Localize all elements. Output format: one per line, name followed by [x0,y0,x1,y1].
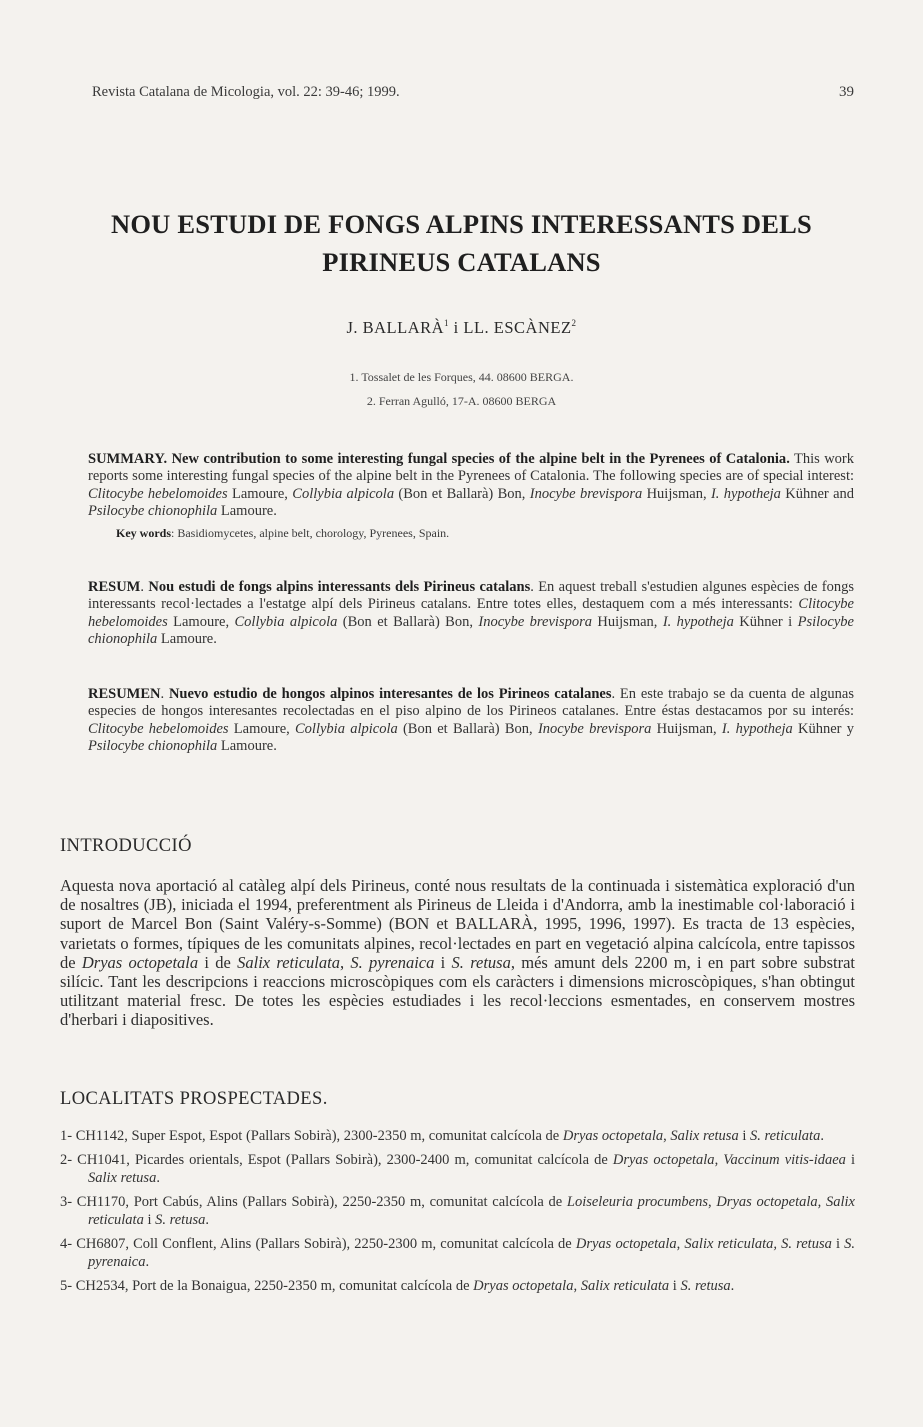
resum-text: Lamoure, [167,613,235,630]
locality-text: , [573,1278,581,1294]
resum-title: Nou estudi de fongs alpins interessants dels Pirineus catalans [148,579,531,595]
locality-text: 3- CH1170, Port Cabús, Alins (Pallars Sobirà), 2250-2350 m, comunitat calcícola de [60,1194,567,1210]
resumen-text: . En este trabajo se da cuenta de algunas especies de hongos interesantes recolectadas en el piso alpino de los Pirineos catalanes. Entre éstas destacamos por su interés: [88,686,854,720]
species-name: Dryas octopetala [575,1236,677,1252]
species-name: Psilocybe chionophila [88,502,218,519]
intro-text: , més amunt dels 2200 m, i en part sobre substrat silícic. Tant les descripcions i reaccions microscòpiques com els caràcters i dimensions microscòpiques, s'han obtingut utilitzant material fresc. De totes les espècies estudiades i les recol·leccions esmentades, en conservem mostres d'herbari i diapositives. [60,952,855,1030]
keywords-label: Key words [116,526,171,541]
intro-text: , [339,952,351,972]
running-header [92,84,854,101]
intro-paragraph [60,876,855,1030]
resumen-text: Huijsman, [651,720,722,737]
species-name: S. retusa [680,1278,731,1294]
section-heading-localitats: LOCALITATS PROSPECTADES. [60,1089,328,1109]
resumen-text: Lamoure, [228,720,296,737]
species-name: S. pyrenaica [88,1236,856,1270]
species-name: Salix reticulata [237,952,340,972]
locality-text: 2- CH1041, Picardes orientals, Espot (Pallars Sobirà), 2300-2400 m, comunitat calcícola de [60,1152,613,1168]
summary-text: Lamoure, [227,485,293,502]
species-name: S. reticulata [750,1128,821,1144]
resumen-sep: . [160,686,169,702]
locality-text: . [730,1278,735,1294]
locality-text: , [708,1194,717,1210]
resum-text: (Bon et Ballarà) Bon, [337,613,479,630]
locality-text: i [143,1212,156,1228]
summary-sep: . [786,451,790,467]
journal-citation: Revista Catalana de Micologia, vol. 22: 39-46; 1999. [92,84,400,100]
locality-text: i [669,1278,681,1294]
affiliation: 2. Ferran Agulló, 17-A. 08600 BERGA [366,394,557,408]
localities-list [60,1127,855,1301]
species-name: Clitocybe hebelomoides [88,485,228,502]
locality-text: i [845,1152,856,1168]
species-name: Salix retusa [88,1170,157,1186]
page-number: 39 [839,84,854,100]
resum-text: Lamoure. [157,630,217,647]
summary-block [88,451,854,542]
list-item [60,1235,855,1271]
list-item [60,1151,855,1187]
affiliation-mark: 1 [444,318,450,328]
species-name: Collybia alpicola [234,613,338,630]
summary-text: (Bon et Ballarà) Bon, [394,485,530,502]
species-name: S. retusa [155,1212,206,1228]
species-name: Inocybe brevispora [537,720,652,737]
intro-text: i [434,952,452,972]
resumen-title: Nuevo estudio de hongos alpinos interesantes de los Pirineos catalanes [168,686,612,702]
summary-label: SUMMARY. [88,451,168,467]
species-name: Dryas octopetala [612,1152,715,1168]
resumen-label: RESUMEN [88,686,161,702]
species-name: Inocybe brevispora [478,613,592,630]
locality-text: . [145,1254,150,1270]
resumen-text: Kühner y [792,720,855,737]
species-name: S. pyrenaica [350,952,435,972]
locality-text: . [820,1128,824,1144]
locality-text: 4- CH6807, Coll Conflent, Alins (Pallars Sobirà), 2250-2300 m, comunitat calcícola de [60,1236,576,1252]
species-name: Dryas octopetala [473,1278,574,1294]
species-name: Loiseleuria procumbens [566,1194,708,1210]
authors [0,318,923,338]
species-name: Vaccinum vitis-idaea [723,1152,846,1168]
resum-text: Huijsman, [591,613,663,630]
title-line: NOU ESTUDI DE FONGS ALPINS INTERESSANTS DELS [111,209,812,239]
species-name: S. retusa [451,952,511,972]
intro-text: i de [198,952,238,972]
resumen-block [88,686,854,755]
resumen-text: Lamoure. [217,737,277,754]
locality-text: , [676,1236,685,1252]
species-name: Collybia alpicola [295,720,398,737]
summary-title: New contribution to some interesting fungal species of the alpine belt in the Pyrenees of Catalonia [171,451,787,467]
species-name: Salix retusa [670,1128,739,1144]
species-name: Dryas octopetala [562,1128,664,1144]
keywords [88,525,854,542]
paper-title [60,205,863,281]
species-name: Psilocybe chionophila [88,737,218,754]
intro-text: Aquesta nova aportació al catàleg alpí dels Pirineus, conté nous resultats de la continuada i sistemàtica exploració d'un de nosaltres (JB), iniciada el 1994, preferentment als Pirineus de Lleida i d'Andorra, amb la inestimable col·laboració i suport de Marcel Bon (Saint Valéry-s-Somme) (BON et BALLARÀ, 1995, 1996, 1997). Es tracta de 13 espècies, varietats o formes, típiques de les comunitats alpines, recol·lectades en part en vegetació alpina calcícola, entre tapissos de [60,876,855,972]
resum-text: Kühner i [733,613,798,630]
species-name: Dryas octopetala [81,952,199,972]
species-name: Collybia alpicola [292,485,395,502]
species-name: Salix reticulata, S. retusa [684,1236,832,1252]
locality-text: , [714,1152,724,1168]
locality-text: i [738,1128,750,1144]
resum-label: RESUM [88,579,141,595]
list-item [60,1277,855,1295]
list-item [60,1193,855,1229]
author-name: LL. ESCÀNEZ [463,318,572,337]
locality-text: . [156,1170,160,1186]
species-name: I. hypotheja [662,613,734,630]
keywords-text: : Basidiomycetes, alpine belt, chorology, Pyrenees, Spain. [171,526,450,541]
resum-block [88,579,854,648]
resumen-text: (Bon et Ballarà) Bon, [397,720,538,737]
species-name: Clitocybe hebelomoides [88,596,854,630]
author-name: J. BALLARÀ [346,318,445,337]
locality-text: , [663,1128,671,1144]
affiliation: 1. Tossalet de les Forques, 44. 08600 BERGA. [349,370,574,384]
title-line: PIRINEUS CATALANS [322,247,601,277]
species-name: I. hypotheja [721,720,793,737]
resum-text: . En aquest treball s'estudien algunes espècies de fongs interessants recol·lectades a l'estatge alpí dels Pirineus catalans. Entre totes elles, destaquem com a més interessants: [88,579,854,613]
resum-sep: . [140,579,149,595]
species-name: I. hypotheja [710,485,781,502]
species-name: Clitocybe hebelomoides [88,720,229,737]
species-name: Inocybe brevispora [529,485,643,502]
summary-text: Kühner and [780,485,854,502]
summary-text: Lamoure. [217,502,277,519]
species-name: Dryas octopetala, Salix reticulata [88,1194,855,1228]
affiliation-mark: 2 [571,318,577,328]
summary-paragraph [88,451,854,520]
locality-text: i [831,1236,845,1252]
species-name: Salix reticulata [580,1278,670,1294]
summary-text: This work reports some interesting fungal species of the alpine belt in the Pyrenees of Catalonia. The following species are of special interest: [88,451,855,485]
locality-text: 1- CH1142, Super Espot, Espot (Pallars Sobirà), 2300-2350 m, comunitat calcícola de [60,1128,563,1144]
list-item [60,1127,855,1145]
locality-text: . [205,1212,209,1228]
author-conjunction: i [453,318,459,337]
locality-text: 5- CH2534, Port de la Bonaigua, 2250-2350 m, comunitat calcícola de [60,1278,474,1294]
species-name: Psilocybe chionophila [88,613,854,647]
summary-text: Huijsman, [642,485,711,502]
section-heading-introduccio: INTRODUCCIÓ [60,836,192,856]
